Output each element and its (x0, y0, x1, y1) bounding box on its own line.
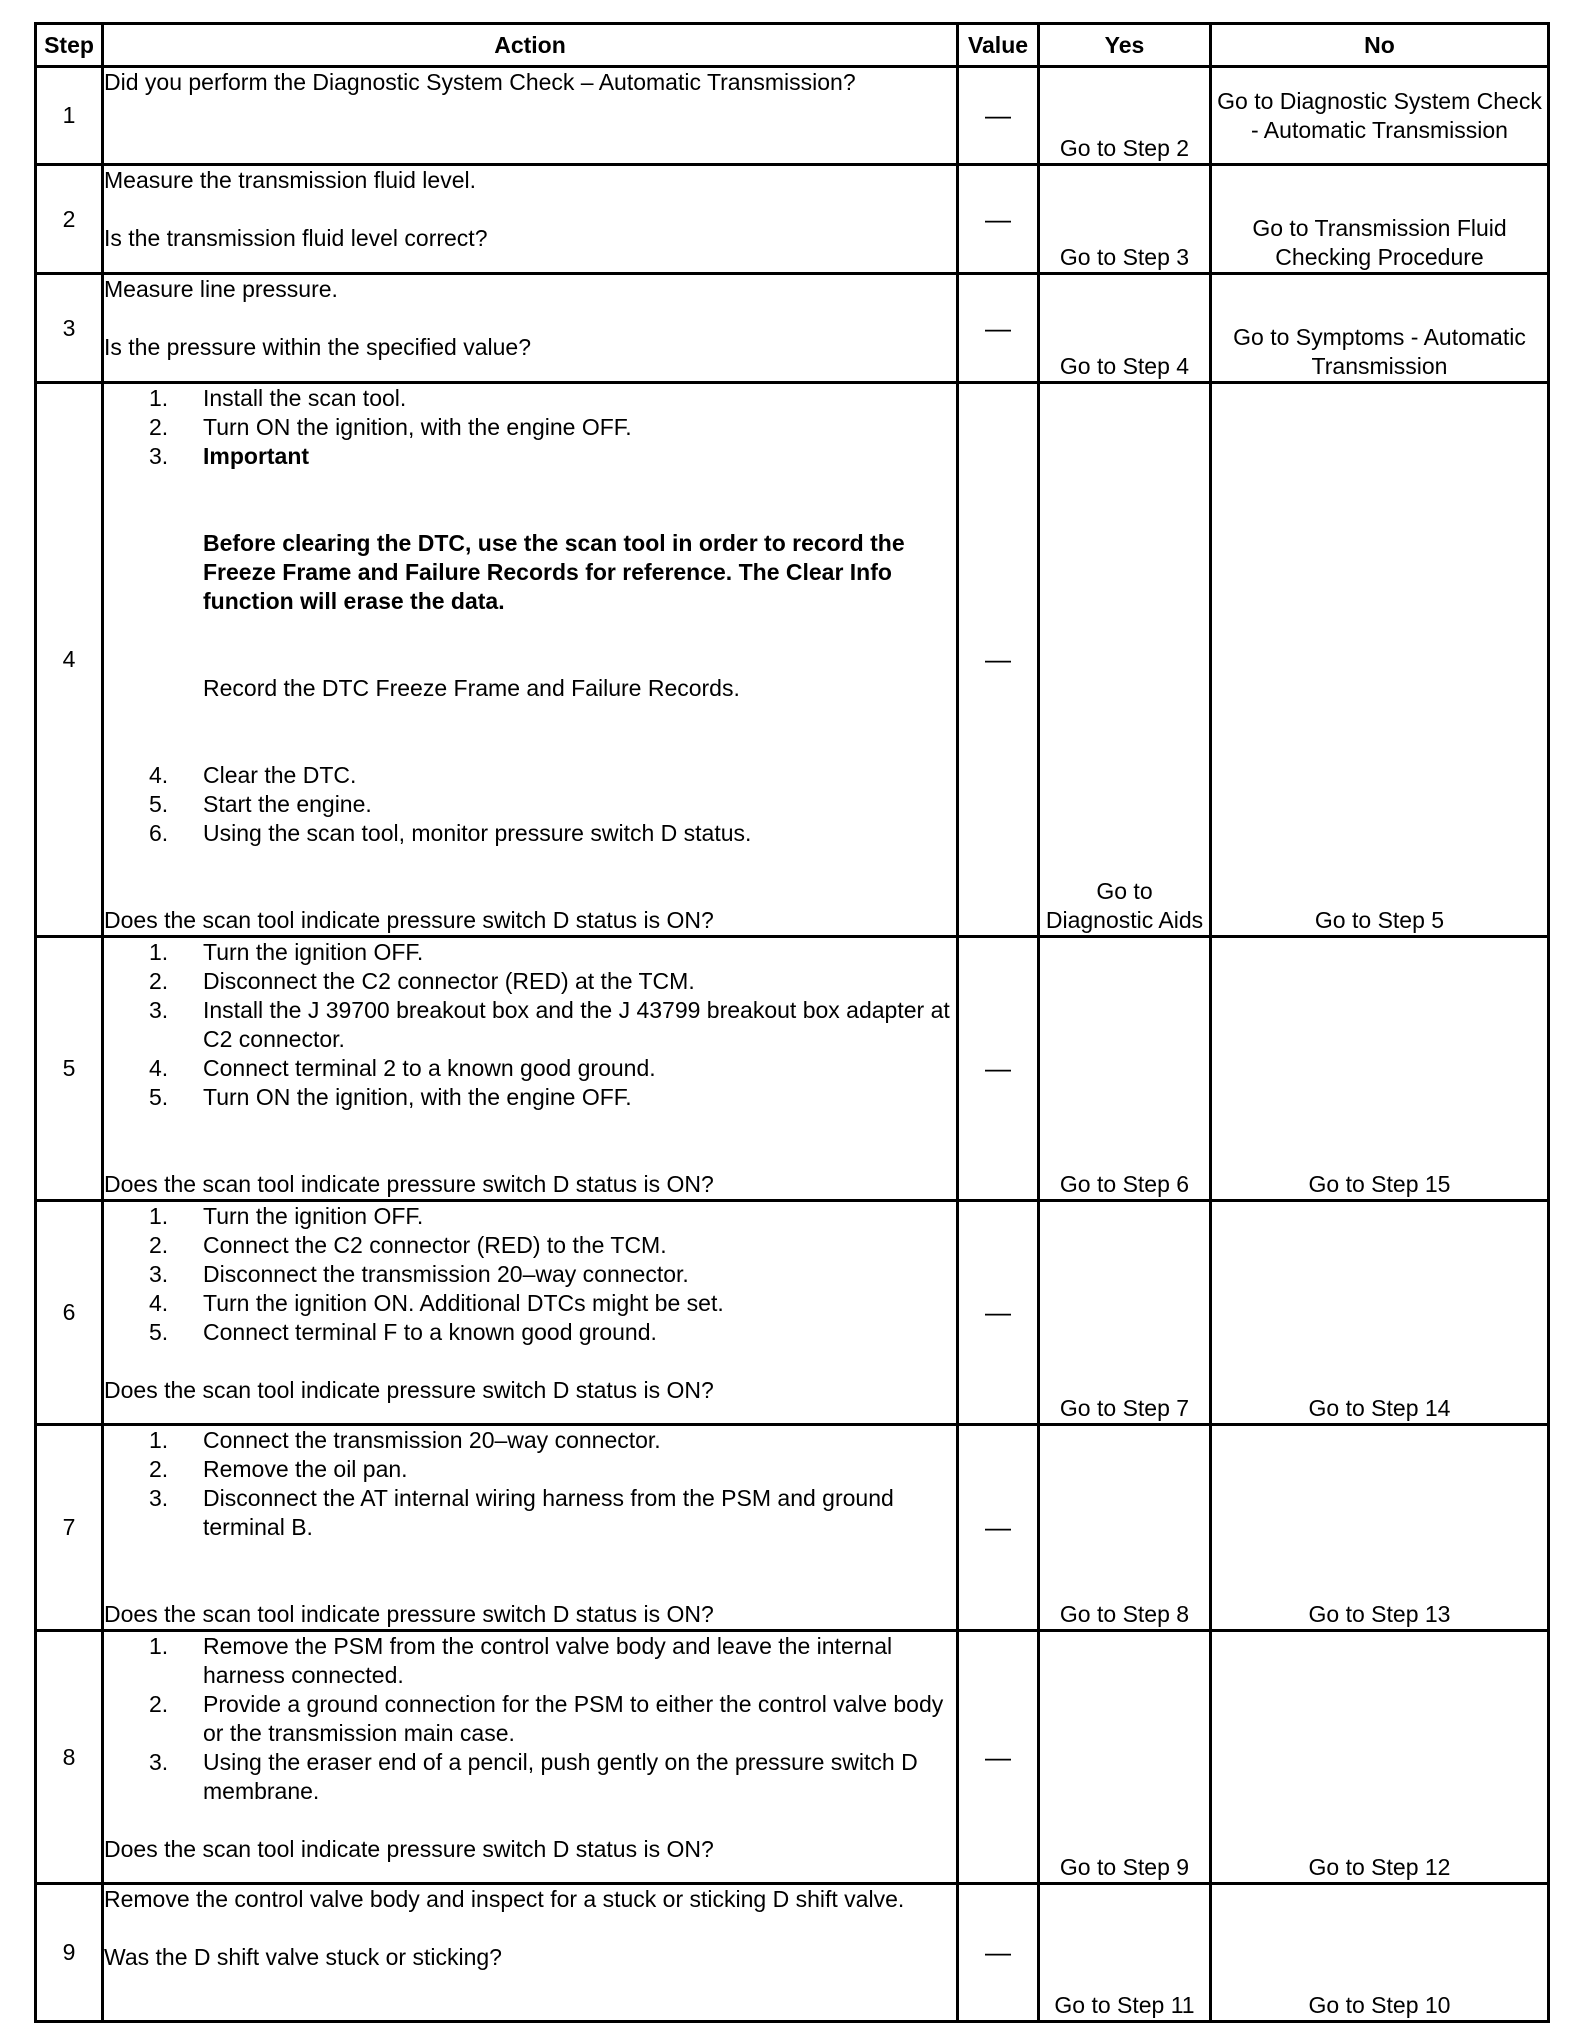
step-number: 4 (36, 383, 103, 937)
no-cell: Go to Step 15 (1211, 937, 1549, 1201)
no-cell: Go to Step 10 (1211, 1884, 1549, 2022)
step-number: 8 (36, 1631, 103, 1884)
list-item-text: Disconnect the C2 connector (RED) at the TCM. (203, 968, 695, 994)
no-cell: Go to Diagnostic System Check - Automatic Transmission (1211, 67, 1549, 165)
list-item-number: 3. (149, 1485, 169, 1511)
action-question: Does the scan tool indicate pressure switch D status is ON? (104, 1377, 714, 1403)
list-item (104, 1289, 956, 1318)
table-row (36, 937, 1549, 1201)
diagnostic-table (34, 22, 1550, 2023)
list-item (104, 1054, 956, 1083)
list-item-number: 1. (149, 939, 169, 965)
action-question: Does the scan tool indicate pressure switch D status is ON? (104, 1601, 714, 1627)
yes-cell: Go to Step 3 (1039, 165, 1211, 274)
table-row (36, 274, 1549, 383)
table-row (36, 1425, 1549, 1631)
step-number: 3 (36, 274, 103, 383)
list-item-number: 5. (149, 791, 169, 817)
yes-cell: Go to Step 7 (1039, 1201, 1211, 1425)
action-question: Does the scan tool indicate pressure switch D status is ON? (104, 907, 714, 933)
list-item (104, 442, 956, 471)
list-item (104, 1748, 956, 1806)
list-item-number: 4. (149, 762, 169, 788)
table-row (36, 165, 1549, 274)
list-item (104, 1484, 956, 1542)
action-cell (103, 274, 958, 383)
list-item (104, 1426, 956, 1455)
list-item-number: 5. (149, 1084, 169, 1110)
header-yes: Yes (1039, 24, 1211, 67)
list-item-number: 1. (149, 385, 169, 411)
list-item (104, 996, 956, 1054)
list-item (104, 938, 956, 967)
list-item-number: 3. (149, 997, 169, 1023)
action-cell (103, 937, 958, 1201)
action-cell (103, 383, 958, 937)
list-item-text: Install the J 39700 breakout box and the J 43799 breakout box adapter at C2 connector. (203, 997, 950, 1052)
list-item-text: Turn ON the ignition, with the engine OFF. (203, 414, 632, 440)
list-item-text: Using the scan tool, monitor pressure switch D status. (203, 820, 752, 846)
list-item-number: 3. (149, 1749, 169, 1775)
list-item-number: 1. (149, 1427, 169, 1453)
action-question: Does the scan tool indicate pressure switch D status is ON? (104, 1836, 714, 1862)
list-item-text: Connect terminal F to a known good ground. (203, 1319, 657, 1345)
table-row (36, 1631, 1549, 1884)
list-item-number: 1. (149, 1203, 169, 1229)
list-item-text: Install the scan tool. (203, 385, 407, 411)
list-item (104, 1632, 956, 1690)
action-question: Was the D shift valve stuck or sticking? (104, 1944, 502, 1970)
procedure-list (104, 938, 956, 1112)
action-text: Measure the transmission fluid level. (104, 167, 476, 193)
list-item-text: Using the eraser end of a pencil, push gently on the pressure switch D membrane. (203, 1749, 918, 1804)
action-cell (103, 67, 958, 165)
procedure-list (104, 1426, 956, 1542)
list-item-number: 1. (149, 1633, 169, 1659)
step-number: 9 (36, 1884, 103, 2022)
value-cell: — (958, 1884, 1039, 2022)
value-cell: — (958, 274, 1039, 383)
action-question: Does the scan tool indicate pressure switch D status is ON? (104, 1171, 714, 1197)
no-cell: Go to Transmission Fluid Checking Procedure (1211, 165, 1549, 274)
value-cell: — (958, 1201, 1039, 1425)
value-cell: — (958, 1425, 1039, 1631)
procedure-list (104, 761, 956, 848)
value-cell: — (958, 67, 1039, 165)
yes-cell: Go to Step 2 (1039, 67, 1211, 165)
list-item-text: Remove the oil pan. (203, 1456, 408, 1482)
list-item (104, 761, 956, 790)
important-heading: Important (203, 443, 310, 469)
list-item-text: Connect terminal 2 to a known good ground. (203, 1055, 656, 1081)
list-item (104, 1690, 956, 1748)
list-item-text: Disconnect the transmission 20–way connector. (203, 1261, 689, 1287)
list-item (104, 1260, 956, 1289)
yes-cell: Go to Diagnostic Aids (1039, 383, 1211, 937)
header-no: No (1211, 24, 1549, 67)
step-number: 1 (36, 67, 103, 165)
no-cell: Go to Symptoms - Automatic Transmission (1211, 274, 1549, 383)
list-item (104, 1318, 956, 1347)
action-cell (103, 1201, 958, 1425)
list-item-number: 5. (149, 1319, 169, 1345)
list-item-number: 2. (149, 1691, 169, 1717)
list-item-number: 2. (149, 1232, 169, 1258)
list-item-number: 3. (149, 443, 169, 469)
yes-cell: Go to Step 8 (1039, 1425, 1211, 1631)
list-item (104, 384, 956, 413)
procedure-list (104, 384, 956, 471)
list-item-number: 3. (149, 1261, 169, 1287)
action-question: Is the transmission fluid level correct? (104, 225, 488, 251)
list-item-text: Turn ON the ignition, with the engine OFF. (203, 1084, 632, 1110)
list-item-number: 2. (149, 968, 169, 994)
list-item-text: Turn the ignition OFF. (203, 1203, 424, 1229)
list-item (104, 1455, 956, 1484)
no-cell: Go to Step 5 (1211, 383, 1549, 937)
list-item-number: 6. (149, 820, 169, 846)
list-item-text: Connect the C2 connector (RED) to the TCM. (203, 1232, 667, 1258)
list-item (104, 790, 956, 819)
list-item-number: 4. (149, 1055, 169, 1081)
yes-cell: Go to Step 4 (1039, 274, 1211, 383)
list-item-text: Clear the DTC. (203, 762, 357, 788)
value-cell: — (958, 1631, 1039, 1884)
important-note: Before clearing the DTC, use the scan tool in order to record the Freeze Frame and Failure Records for reference. The Clear Info function will erase the data. (203, 530, 905, 614)
value-cell: — (958, 383, 1039, 937)
action-text: Did you perform the Diagnostic System Check – Automatic Transmission? (104, 69, 856, 95)
action-question: Is the pressure within the specified value? (104, 334, 532, 360)
table-row (36, 1884, 1549, 2022)
list-item-number: 2. (149, 414, 169, 440)
step-number: 2 (36, 165, 103, 274)
yes-cell: Go to Step 11 (1039, 1884, 1211, 2022)
action-cell (103, 1631, 958, 1884)
yes-cell: Go to Step 6 (1039, 937, 1211, 1201)
procedure-list (104, 1202, 956, 1347)
action-text: Measure line pressure. (104, 276, 338, 302)
list-item-number: 2. (149, 1456, 169, 1482)
list-item (104, 819, 956, 848)
list-item (104, 967, 956, 996)
table-row (36, 67, 1549, 165)
no-cell: Go to Step 14 (1211, 1201, 1549, 1425)
record-instruction: Record the DTC Freeze Frame and Failure Records. (203, 675, 740, 701)
header-row (36, 24, 1549, 67)
list-item-text: Connect the transmission 20–way connector. (203, 1427, 661, 1453)
table-row (36, 1201, 1549, 1425)
list-item-text: Remove the PSM from the control valve body and leave the internal harness connected. (203, 1633, 893, 1688)
list-item-number: 4. (149, 1290, 169, 1316)
step-number: 6 (36, 1201, 103, 1425)
list-item-text: Disconnect the AT internal wiring harness from the PSM and ground terminal B. (203, 1485, 894, 1540)
value-cell: — (958, 165, 1039, 274)
header-action: Action (103, 24, 958, 67)
list-item (104, 413, 956, 442)
step-number: 5 (36, 937, 103, 1201)
list-item-text: Turn the ignition ON. Additional DTCs might be set. (203, 1290, 724, 1316)
value-cell: — (958, 937, 1039, 1201)
procedure-list (104, 1632, 956, 1806)
list-item (104, 1231, 956, 1260)
no-cell: Go to Step 12 (1211, 1631, 1549, 1884)
header-step: Step (36, 24, 103, 67)
step-number: 7 (36, 1425, 103, 1631)
yes-cell: Go to Step 9 (1039, 1631, 1211, 1884)
list-item (104, 1083, 956, 1112)
list-item-text: Turn the ignition OFF. (203, 939, 424, 965)
action-cell (103, 165, 958, 274)
action-text: Remove the control valve body and inspect for a stuck or sticking D shift valve. (104, 1886, 905, 1912)
action-cell (103, 1884, 958, 2022)
list-item-text: Provide a ground connection for the PSM to either the control valve body or the transmission main case. (203, 1691, 944, 1746)
list-item (104, 1202, 956, 1231)
action-cell (103, 1425, 958, 1631)
table-row (36, 383, 1549, 937)
no-cell: Go to Step 13 (1211, 1425, 1549, 1631)
header-value: Value (958, 24, 1039, 67)
list-item-text: Start the engine. (203, 791, 372, 817)
